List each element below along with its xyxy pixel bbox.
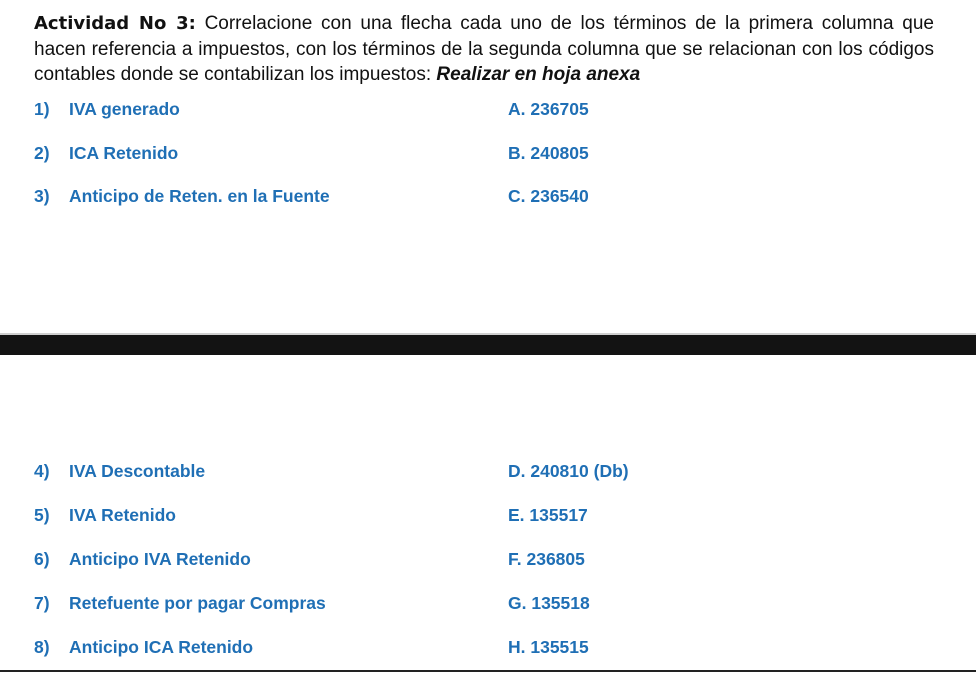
term-item xyxy=(34,99,180,120)
term-number: 3) xyxy=(34,186,50,206)
account-code: E. 135517 xyxy=(508,505,588,525)
account-code: C. 236540 xyxy=(508,186,589,206)
account-code: F. 236805 xyxy=(508,549,585,569)
account-code: H. 135515 xyxy=(508,637,589,657)
term-label: Retefuente por pagar Compras xyxy=(69,593,326,613)
activity-title: Actividad No 3: xyxy=(34,13,196,34)
list-item xyxy=(34,549,934,573)
term-item xyxy=(34,637,253,658)
bottom-divider xyxy=(0,670,976,672)
term-label: Anticipo ICA Retenido xyxy=(69,637,254,657)
term-item xyxy=(34,461,205,482)
page-separator-bar xyxy=(0,333,976,355)
term-number: 2) xyxy=(34,143,50,163)
activity-body-text: Correlacione con una flecha cada uno de los términos de la primera columna que hacen referencia a impuestos, con los términos de la segunda columna que se relacionan con los códigos contables donde se contabilizan los impuestos: xyxy=(34,13,934,85)
account-code: B. 240805 xyxy=(508,143,589,163)
term-number: 6) xyxy=(34,549,50,569)
activity-emphasis-text: Realizar en hoja anexa xyxy=(436,64,641,85)
term-item xyxy=(34,549,251,570)
term-number: 1) xyxy=(34,99,50,119)
term-number: 4) xyxy=(34,461,50,481)
list-item xyxy=(34,637,934,661)
term-label: Anticipo IVA Retenido xyxy=(69,549,251,569)
list-item xyxy=(34,593,934,617)
term-label: IVA Retenido xyxy=(69,505,176,525)
term-label: IVA generado xyxy=(69,99,180,119)
list-item xyxy=(34,186,934,210)
term-item xyxy=(34,505,176,526)
account-code: D. 240810 (Db) xyxy=(508,461,629,481)
term-label: IVA Descontable xyxy=(69,461,206,481)
term-number: 7) xyxy=(34,593,50,613)
term-label: Anticipo de Reten. en la Fuente xyxy=(69,186,330,206)
activity-instructions xyxy=(34,11,934,88)
term-item xyxy=(34,186,330,207)
list-item xyxy=(34,505,934,529)
term-number: 5) xyxy=(34,505,50,525)
term-label: ICA Retenido xyxy=(69,143,179,163)
account-code: A. 236705 xyxy=(508,99,589,119)
term-item xyxy=(34,593,326,614)
list-item xyxy=(34,461,934,485)
term-item xyxy=(34,143,178,164)
list-item xyxy=(34,143,934,167)
list-item xyxy=(34,99,934,123)
account-code: G. 135518 xyxy=(508,593,590,613)
term-number: 8) xyxy=(34,637,50,657)
